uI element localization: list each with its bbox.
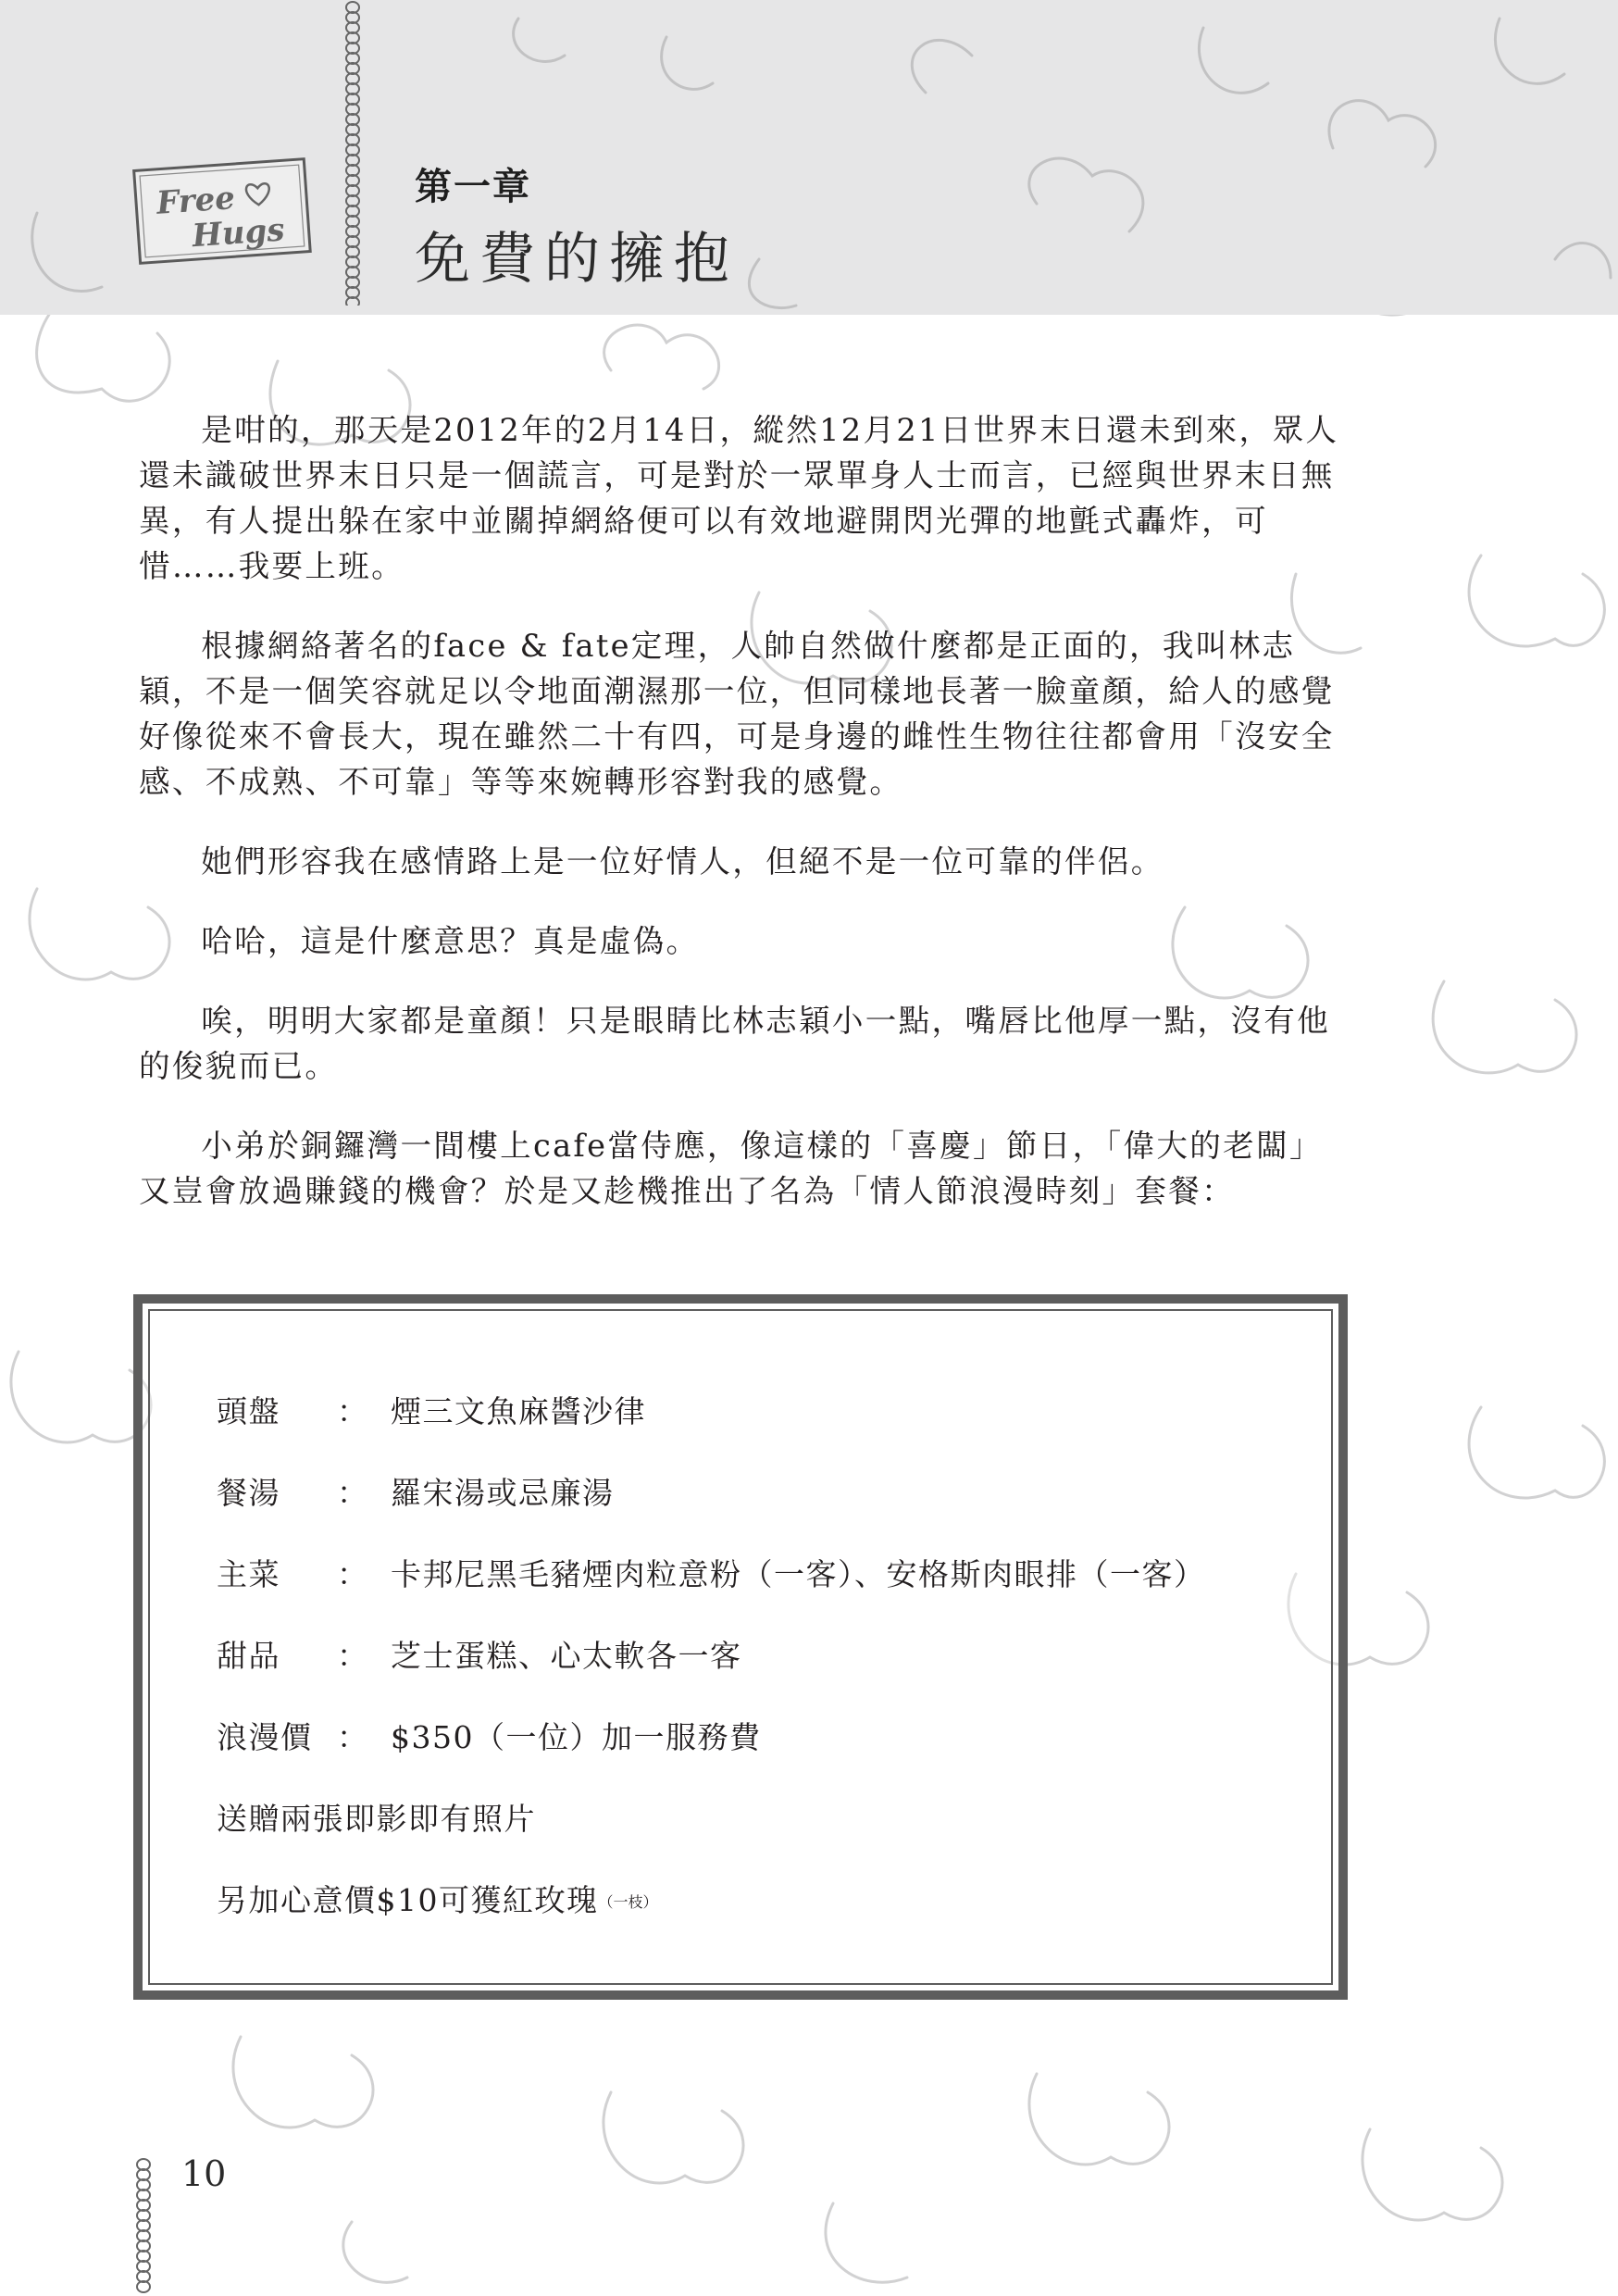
body-text <box>139 407 1344 1248</box>
menu-extra: 送贈兩張即影即有照片 <box>217 1801 536 1837</box>
menu-item <box>217 1470 1313 1552</box>
menu-item-value: 煙三文魚麻醬沙律 <box>391 1393 646 1429</box>
menu-item-label: 頭盤 <box>217 1393 280 1429</box>
menu-item-label: 甜品 <box>217 1638 280 1674</box>
menu-item-colon: ： <box>337 1393 369 1429</box>
menu-item-colon: ： <box>337 1638 369 1674</box>
paragraph: 小弟於銅鑼灣一間樓上cafe當侍應，像這樣的「喜慶」節日，「偉大的老闆」又豈會放過賺錢的機會？於是又趁機推出了名為「情人節浪漫時刻」套餐： <box>139 1128 1323 1209</box>
menu-item-value: $350（一位）加一服務費 <box>391 1719 762 1755</box>
menu-item-value: 卡邦尼黑毛豬煙肉粒意粉（一客）、安格斯肉眼排（一客） <box>391 1556 1206 1592</box>
chapter-label: 第一章 <box>415 166 531 208</box>
menu-extra <box>217 1878 1313 1959</box>
paragraph: 是咁的，那天是2012年的2月14日，縱然12月21日世界末日還未到來，眾人還未識破世界末日只是一個謊言，可是對於一眾單身人士而言，已經與世界末日無異，有人提出躲在家中並關掉網絡便可以有效地避開閃光彈的地氈式轟炸，可惜……我要上班。 <box>139 412 1339 584</box>
footer-chain-icon <box>131 2157 156 2296</box>
paragraph: 她們形容我在感情路上是一位好情人，但絕不是一位可靠的伴侶。 <box>201 843 1164 880</box>
menu-extra-small: （一枝） <box>598 1893 658 1911</box>
menu-item-label: 浪漫價 <box>217 1719 313 1755</box>
menu-item-value: 羅宋湯或忌廉湯 <box>391 1475 615 1511</box>
chapter-title: 免費的擁抱 <box>415 227 739 292</box>
menu-inner-frame <box>148 1309 1333 1985</box>
menu-item <box>217 1715 1313 1796</box>
free-hugs-logo <box>130 156 315 268</box>
menu-extra-main: 另加心意價$10可獲紅玫瑰 <box>217 1882 599 1918</box>
menu-item-colon: ： <box>337 1719 369 1755</box>
paragraph: 唉，明明大家都是童顏！只是眼睛比林志穎小一點，嘴唇比他厚一點，沒有他的俊貌而已。 <box>139 1003 1331 1084</box>
logo-text-line1: Free <box>155 180 237 222</box>
chain-divider-icon <box>339 0 367 306</box>
menu-list <box>217 1389 1313 1959</box>
menu-item-colon: ： <box>337 1475 369 1511</box>
menu-box <box>133 1294 1348 2000</box>
page-number: 10 <box>181 2153 227 2194</box>
paragraph: 哈哈，這是什麼意思？真是虛偽。 <box>201 923 700 959</box>
menu-item-colon: ： <box>337 1556 369 1592</box>
menu-item-label: 餐湯 <box>217 1475 280 1511</box>
menu-item-label: 主菜 <box>217 1556 280 1592</box>
paragraph: 根據網絡著名的face & fate定理，人帥自然做什麼都是正面的，我叫林志穎，不是一個笑容就足以令地面潮濕那一位，但同樣地長著一臉童顏，給人的感覺好像從來不會長大，現在雖然二十有四，可是身邊的雌性生物往往都會用「沒安全感、不成熟、不可靠」等等來婉轉形容對我的感覺。 <box>139 628 1335 800</box>
menu-item-value: 芝士蛋糕、心太軟各一客 <box>391 1638 742 1674</box>
logo-text-line2: Hugs <box>191 211 286 256</box>
menu-item <box>217 1389 1313 1470</box>
menu-item <box>217 1633 1313 1715</box>
menu-item <box>217 1552 1313 1633</box>
